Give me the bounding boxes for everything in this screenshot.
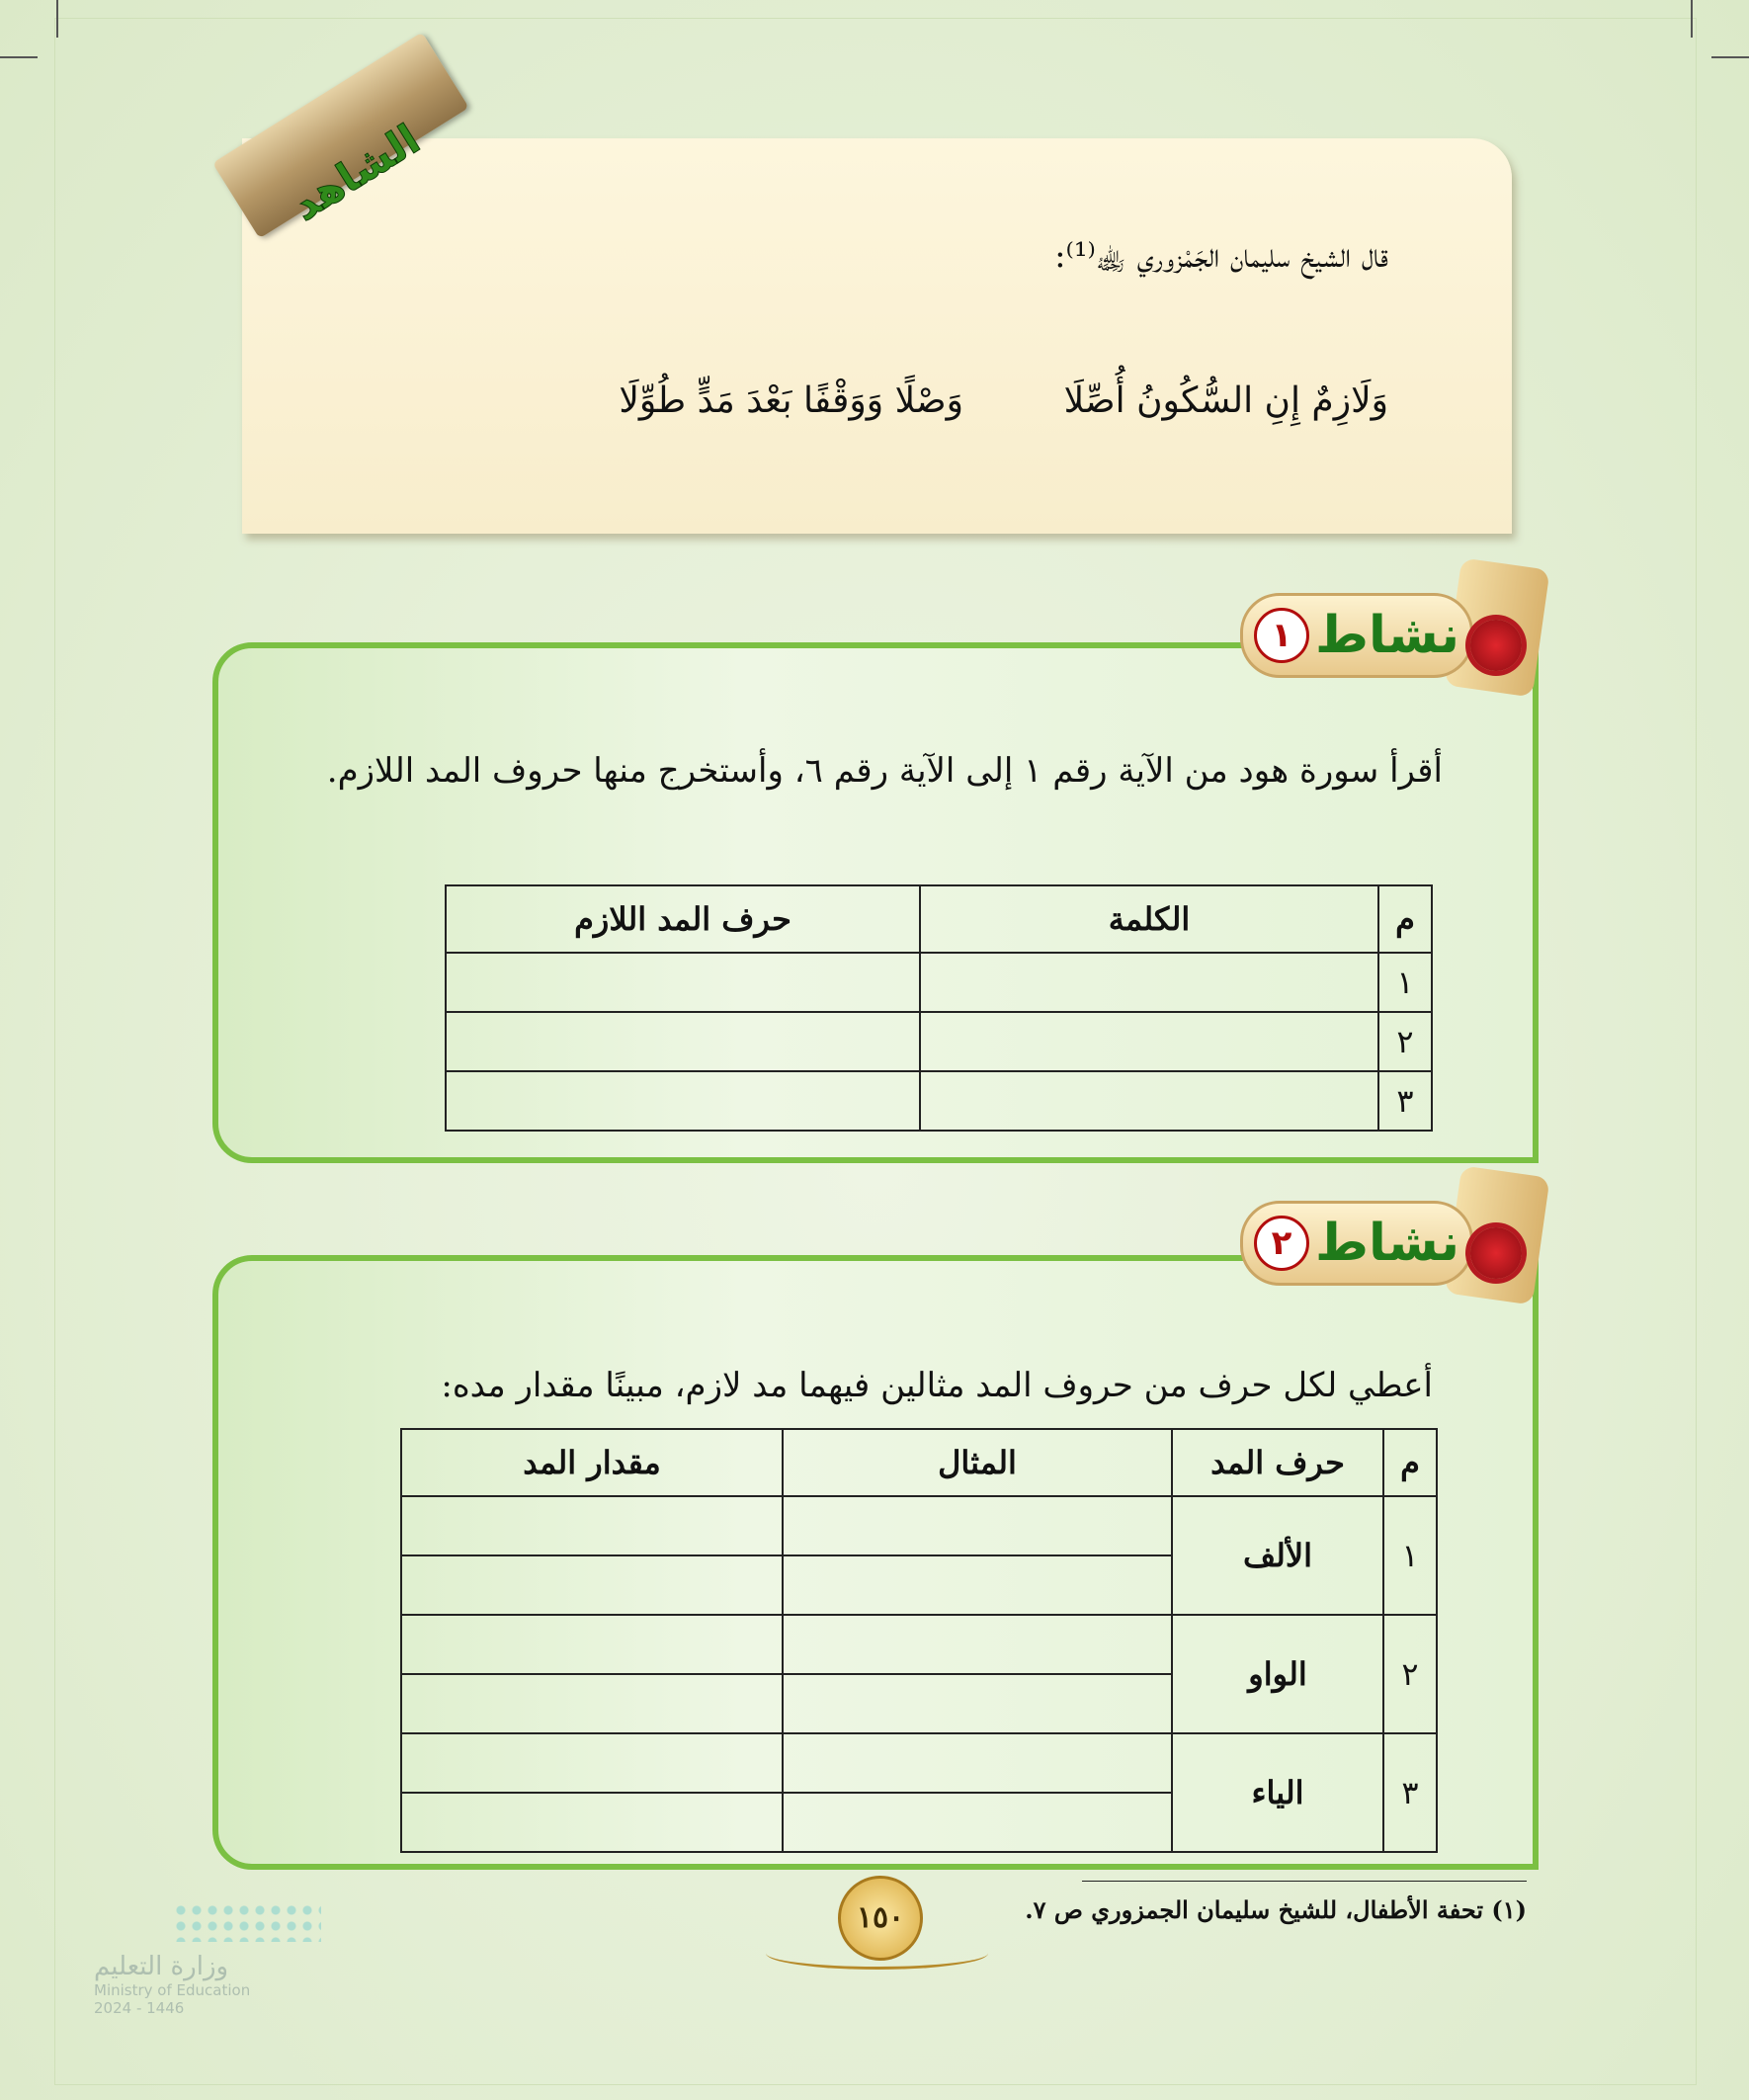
table-row (401, 1733, 1437, 1793)
example-cell[interactable] (783, 1615, 1172, 1674)
amount-cell[interactable] (401, 1496, 783, 1555)
letter-cell[interactable] (446, 953, 920, 1012)
example-cell[interactable] (783, 1496, 1172, 1555)
shahid-card (242, 138, 1512, 534)
crop-mark (1711, 56, 1749, 58)
letter-cell: الياء (1172, 1733, 1383, 1852)
activity1-instruction: أقرأ سورة هود من الآية رقم ١ إلى الآية رقم ٦، وأستخرج منها حروف المد اللازم. (326, 751, 1443, 791)
row-number: ١ (1383, 1496, 1437, 1615)
activity1-badge (1240, 593, 1473, 678)
shahid-ribbon-label: الشاهد (283, 115, 429, 230)
row-number: ٣ (1383, 1733, 1437, 1852)
ministry-name-en: Ministry of Education (94, 1981, 251, 1999)
table-row (446, 953, 1432, 1012)
example-cell[interactable] (783, 1555, 1172, 1615)
wax-seal-icon (1470, 1227, 1522, 1279)
row-number: ٢ (1383, 1615, 1437, 1733)
activity2-table (400, 1428, 1438, 1853)
example-cell[interactable] (783, 1733, 1172, 1793)
letter-cell: الواو (1172, 1615, 1383, 1733)
table-row (401, 1615, 1437, 1674)
col-header-letter: حرف المد اللازم (446, 885, 920, 953)
amount-cell[interactable] (401, 1615, 783, 1674)
col-header-word: الكلمة (920, 885, 1378, 953)
footnote-divider (1082, 1881, 1527, 1882)
row-number: ٢ (1378, 1012, 1432, 1071)
activity2-badge-number: ٢ (1254, 1216, 1309, 1271)
col-header-example: المثال (783, 1429, 1172, 1496)
word-cell[interactable] (920, 1071, 1378, 1131)
activity2-instruction: أعطي لكل حرف من حروف المد مثالين فيهما مد لازم، مبينًا مقدار مده: (441, 1366, 1433, 1405)
wax-seal-icon (1470, 620, 1522, 671)
ministry-name-ar: وزارة التعليم (94, 1952, 229, 1981)
shahid-intro: قال الشيخ سليمان الجَمْزوري ﵀⁽¹⁾: (1054, 236, 1388, 276)
ministry-logo (94, 1952, 267, 2017)
crop-mark (56, 0, 58, 38)
footnote: (١) تحفة الأطفال، للشيخ سليمان الجمزوري ص ٧. (1025, 1895, 1527, 1924)
table-row (401, 1496, 1437, 1555)
activity2-badge (1240, 1201, 1473, 1286)
col-header-num: م (1383, 1429, 1437, 1496)
activity2-badge-word: نشاط (1315, 1214, 1459, 1273)
col-header-num: م (1378, 885, 1432, 953)
word-cell[interactable] (920, 1012, 1378, 1071)
activity1-badge-number: ١ (1254, 608, 1309, 663)
word-cell[interactable] (920, 953, 1378, 1012)
letter-cell[interactable] (446, 1071, 920, 1131)
activity1-badge-word: نشاط (1315, 606, 1459, 665)
amount-cell[interactable] (401, 1793, 783, 1852)
edition-year: 2024 - 1446 (94, 1999, 185, 2017)
amount-cell[interactable] (401, 1555, 783, 1615)
table-row (446, 1012, 1432, 1071)
example-cell[interactable] (783, 1674, 1172, 1733)
ministry-logo-icon (173, 1902, 321, 1942)
crop-mark (1691, 0, 1693, 38)
example-cell[interactable] (783, 1793, 1172, 1852)
verse-right: وَلَازِمٌ إِنِ السُّكُونُ أُصِّلَا (1063, 380, 1388, 421)
amount-cell[interactable] (401, 1674, 783, 1733)
table-row (446, 1071, 1432, 1131)
ornament-flourish (766, 1937, 988, 1970)
row-number: ٣ (1378, 1071, 1432, 1131)
letter-cell[interactable] (446, 1012, 920, 1071)
activity1-table (445, 884, 1433, 1132)
page-number: ١٥٠ (838, 1876, 923, 1961)
letter-cell: الألف (1172, 1496, 1383, 1615)
row-number: ١ (1378, 953, 1432, 1012)
verse-left: وَصْلًا وَوَقْفًا بَعْدَ مَدٍّ طُوِّلَا (619, 380, 963, 421)
amount-cell[interactable] (401, 1733, 783, 1793)
col-header-letter: حرف المد (1172, 1429, 1383, 1496)
crop-mark (0, 56, 38, 58)
col-header-amount: مقدار المد (401, 1429, 783, 1496)
